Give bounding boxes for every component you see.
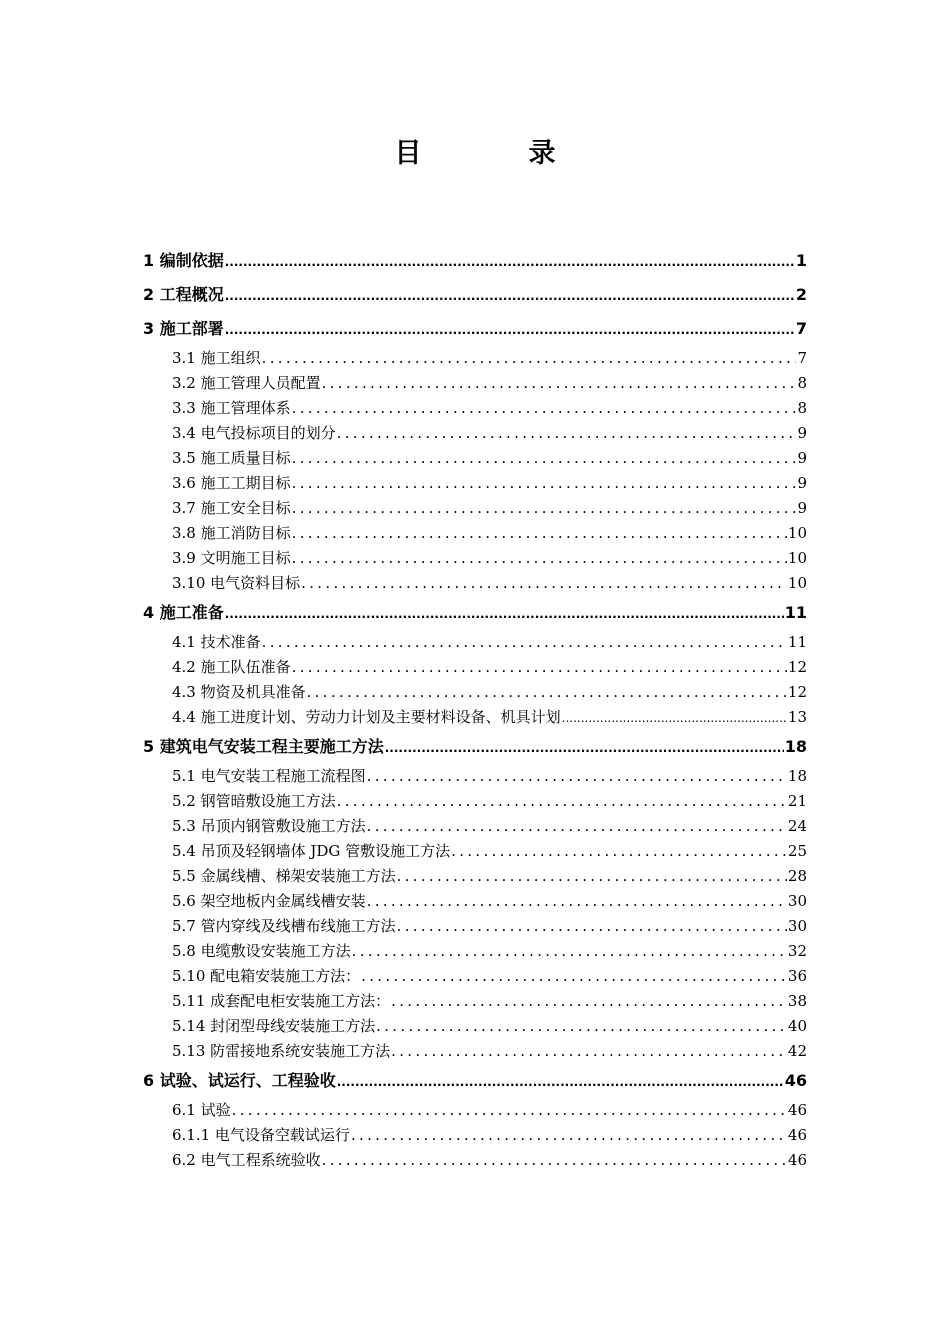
- toc-subentry[interactable]: [143, 630, 807, 655]
- toc-subentry-page: 9: [797, 424, 807, 442]
- toc-entry-page: 46: [784, 1071, 807, 1090]
- toc-leader-dots: [385, 731, 784, 764]
- toc-entry-page: 11: [784, 603, 807, 622]
- toc-subentry-page: 10: [787, 524, 807, 542]
- toc-subentry-page: 21: [787, 792, 807, 810]
- toc-subentry-page: 11: [787, 633, 807, 651]
- toc-subentry-page: 42: [787, 1042, 807, 1060]
- toc-subentry[interactable]: [143, 655, 807, 680]
- toc-subentry-label: 3.3 施工管理体系: [172, 399, 291, 417]
- toc-leader-dots: [292, 546, 787, 571]
- toc-entry[interactable]: [143, 596, 807, 630]
- toc-leader-dots: [225, 313, 795, 346]
- toc-subentry-label: 3.2 施工管理人员配置: [172, 374, 321, 392]
- toc-subentry-label: 5.4 吊顶及轻钢墙体 JDG 管敷设施工方法: [172, 842, 451, 860]
- toc-subentry[interactable]: [143, 989, 807, 1014]
- toc-leader-dots: [337, 789, 787, 814]
- toc-subentry-label: 3.7 施工安全目标: [172, 499, 291, 517]
- toc-subentry-label: 5.11 成套配电柜安装施工方法：: [172, 992, 391, 1010]
- toc-leader-dots: [367, 889, 787, 914]
- toc-subentry[interactable]: [143, 521, 807, 546]
- toc-leader-dots: [262, 630, 787, 655]
- toc-leader-dots: [292, 396, 797, 421]
- toc-subentry-label: 5.14 封闭型母线安装施工方法: [172, 1017, 376, 1035]
- toc-subentry[interactable]: [143, 914, 807, 939]
- toc-entry-page: 18: [784, 737, 807, 756]
- toc-leader-dots: [367, 764, 787, 789]
- toc-subentry-label: 5.13 防雷接地系统安装施工方法: [172, 1042, 391, 1060]
- toc-subentry[interactable]: [143, 1148, 807, 1173]
- toc-subentry-page: 36: [787, 967, 807, 985]
- toc-leader-dots: [397, 864, 787, 889]
- toc-entry-label: 1 编制依据: [143, 251, 224, 270]
- toc-leader-dots: [367, 814, 787, 839]
- toc-leader-dots: [337, 1065, 784, 1098]
- toc-entry[interactable]: [143, 1064, 807, 1098]
- toc-subentry-page: 46: [787, 1126, 807, 1144]
- toc-subentry[interactable]: [143, 814, 807, 839]
- toc-leader-dots: [451, 839, 787, 864]
- toc-subentry[interactable]: [143, 705, 807, 730]
- toc-entry-label: 6 试验、试运行、工程验收: [143, 1071, 336, 1090]
- toc-subentry-page: 28: [787, 867, 807, 885]
- toc-subentry[interactable]: [143, 764, 807, 789]
- toc-leader-dots: [322, 1148, 787, 1173]
- toc-leader-dots: [232, 1098, 787, 1123]
- toc-entry-page: 2: [795, 285, 807, 304]
- toc-subentry[interactable]: [143, 346, 807, 371]
- toc-subentry-page: 7: [797, 349, 807, 367]
- toc-subentry-page: 10: [787, 549, 807, 567]
- toc-subentry-page: 24: [787, 817, 807, 835]
- toc-leader-dots: [301, 571, 787, 596]
- toc-leader-dots: [352, 939, 787, 964]
- toc-leader-dots: [262, 346, 797, 371]
- toc-subentry-label: 3.8 施工消防目标: [172, 524, 291, 542]
- toc-leader-dots: [361, 964, 787, 989]
- toc-subentry[interactable]: [143, 889, 807, 914]
- toc-subentry-label: 4.3 物资及机具准备: [172, 683, 306, 701]
- toc-subentry[interactable]: [143, 1039, 807, 1064]
- toc-leader-dots: [351, 1123, 787, 1148]
- toc-subentry-page: 10: [787, 574, 807, 592]
- toc-subentry[interactable]: [143, 939, 807, 964]
- toc-subentry-label: 5.2 钢管暗敷设施工方法: [172, 792, 336, 810]
- toc-subentry-page: 9: [797, 499, 807, 517]
- toc-subentry[interactable]: [143, 839, 807, 864]
- toc-entry[interactable]: [143, 244, 807, 278]
- toc-leader-dots: [225, 597, 784, 630]
- toc-subentry-label: 5.7 管内穿线及线槽布线施工方法: [172, 917, 396, 935]
- toc-entry-label: 5 建筑电气安装工程主要施工方法: [143, 737, 384, 756]
- toc-subentry-page: 40: [787, 1017, 807, 1035]
- toc-subentry[interactable]: [143, 446, 807, 471]
- toc-subentry-page: 12: [787, 658, 807, 676]
- toc-subentry-label: 5.5 金属线槽、梯架安装施工方法: [172, 867, 396, 885]
- toc-subentry-page: 38: [787, 992, 807, 1010]
- toc-subentry-page: 46: [787, 1101, 807, 1119]
- toc-leader-dots: [376, 1014, 787, 1039]
- toc-leader-dots: [225, 279, 795, 312]
- toc-subentry-page: 30: [787, 917, 807, 935]
- toc-subentry-page: 8: [797, 399, 807, 417]
- toc-leader-dots: [292, 446, 797, 471]
- toc-leader-dots: [225, 245, 795, 278]
- toc-leader-dots: [307, 680, 787, 705]
- toc-subentry-page: 13: [787, 708, 807, 726]
- toc-subentry-page: 18: [787, 767, 807, 785]
- toc-subentry[interactable]: [143, 1123, 807, 1148]
- toc-subentry-page: 46: [787, 1151, 807, 1169]
- toc-entry[interactable]: [143, 312, 807, 346]
- toc-subentry[interactable]: [143, 964, 807, 989]
- toc-subentry-page: 25: [787, 842, 807, 860]
- toc-leader-dots: [292, 471, 797, 496]
- toc-subentry-label: 3.1 施工组织: [172, 349, 261, 367]
- toc-subentry-label: 3.4 电气投标项目的划分: [172, 424, 336, 442]
- toc-subentry-label: 4.1 技术准备: [172, 633, 261, 651]
- toc-subentry[interactable]: [143, 546, 807, 571]
- toc-subentry-label: 3.6 施工工期目标: [172, 474, 291, 492]
- toc-subentry-page: 9: [797, 474, 807, 492]
- table-of-contents: [143, 244, 807, 1173]
- toc-subentry[interactable]: [143, 1014, 807, 1039]
- toc-subentry-label: 5.8 电缆敷设安装施工方法: [172, 942, 351, 960]
- toc-entry-label: 2 工程概况: [143, 285, 224, 304]
- toc-subentry-page: 12: [787, 683, 807, 701]
- toc-subentry[interactable]: [143, 471, 807, 496]
- toc-subentry-label: 6.1 试验: [172, 1101, 231, 1119]
- toc-subentry-page: 30: [787, 892, 807, 910]
- toc-leader-dots: [337, 421, 797, 446]
- toc-subentry-label: 5.6 架空地板内金属线槽安装: [172, 892, 366, 910]
- toc-subentry-page: 8: [797, 374, 807, 392]
- toc-subentry-label: 5.10 配电箱安装施工方法：: [172, 967, 361, 985]
- toc-leader-dots: [391, 989, 787, 1014]
- toc-subentry[interactable]: [143, 371, 807, 396]
- toc-subentry-page: 9: [797, 449, 807, 467]
- toc-subentry[interactable]: [143, 396, 807, 421]
- toc-leader-dots: [292, 521, 787, 546]
- toc-subentry-label: 3.9 文明施工目标: [172, 549, 291, 567]
- toc-subentry[interactable]: [143, 789, 807, 814]
- toc-leader-dots: [562, 706, 787, 730]
- toc-subentry[interactable]: [143, 571, 807, 596]
- toc-entry[interactable]: [143, 730, 807, 764]
- toc-subentry[interactable]: [143, 496, 807, 521]
- page-title: 目 录: [394, 138, 596, 169]
- toc-subentry[interactable]: [143, 864, 807, 889]
- toc-subentry-label: 5.1 电气安装工程施工流程图: [172, 767, 366, 785]
- toc-subentry-label: 4.2 施工队伍准备: [172, 658, 291, 676]
- toc-subentry[interactable]: [143, 1098, 807, 1123]
- toc-subentry-label: 4.4 施工进度计划、劳动力计划及主要材料设备、机具计划: [172, 708, 561, 726]
- toc-leader-dots: [391, 1039, 787, 1064]
- toc-subentry-page: 32: [787, 942, 807, 960]
- toc-entry-page: 1: [795, 251, 807, 270]
- toc-subentry[interactable]: [143, 680, 807, 705]
- toc-leader-dots: [292, 496, 797, 521]
- toc-subentry-label: 6.2 电气工程系统验收: [172, 1151, 321, 1169]
- toc-entry-page: 7: [795, 319, 807, 338]
- toc-subentry-label: 5.3 吊顶内钢管敷设施工方法: [172, 817, 366, 835]
- toc-subentry-label: 6.1.1 电气设备空载试运行: [172, 1126, 350, 1144]
- toc-leader-dots: [292, 655, 787, 680]
- toc-subentry-label: 3.10 电气资料目标: [172, 574, 301, 592]
- toc-entry-label: 4 施工准备: [143, 603, 224, 622]
- toc-entry[interactable]: [143, 278, 807, 312]
- toc-leader-dots: [397, 914, 787, 939]
- toc-subentry[interactable]: [143, 421, 807, 446]
- toc-subentry-label: 3.5 施工质量目标: [172, 449, 291, 467]
- toc-entry-label: 3 施工部署: [143, 319, 224, 338]
- toc-leader-dots: [322, 371, 797, 396]
